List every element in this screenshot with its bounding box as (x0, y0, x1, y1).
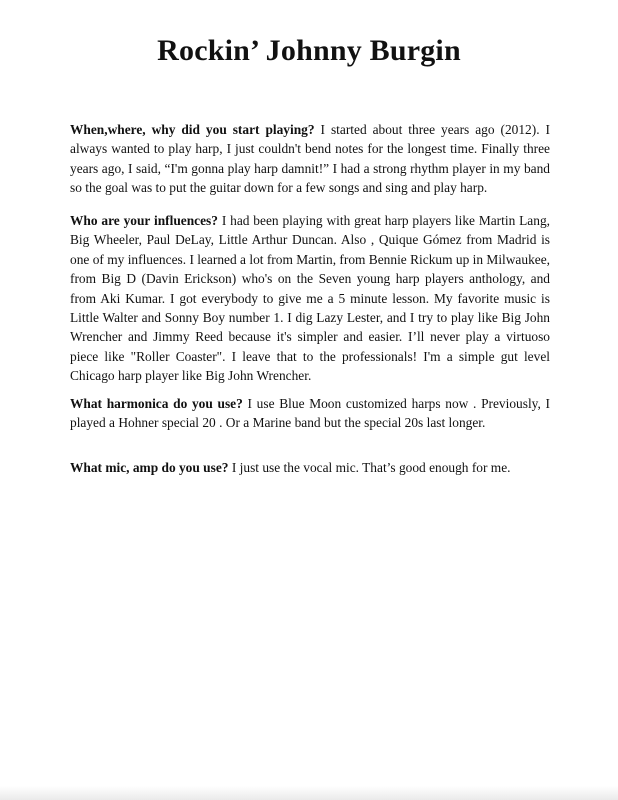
question-label: What mic, amp do you use? (70, 460, 229, 475)
qa-paragraph-start-playing (70, 120, 550, 198)
qa-paragraph-influences (70, 211, 550, 386)
answer-text: I just use the vocal mic. That’s good enough for me. (231, 460, 511, 475)
answer-text: I use Blue Moon customized harps now . Previously, I played a Hohner special 20 . Or a Marine band but the special 20s last longer. (70, 396, 550, 431)
qa-paragraph-harmonica (70, 394, 550, 433)
qa-paragraph-mic-amp (70, 458, 550, 477)
question-label: Who are your influences? (70, 213, 218, 228)
answer-text: I started about three years ago (2012). I always wanted to play harp, I just couldn't bend notes for the longest time. Finally three years ago, I said, “I'm gonna play harp damnit!” I had a strong rhythm player in my band so the goal was to put the guitar down for a few songs and sing and play harp. (70, 122, 550, 196)
page-bottom-shadow (0, 786, 618, 800)
page-title: Rockin’ Johnny Burgin (157, 34, 461, 67)
question-label: When,where, why did you start playing? (70, 122, 315, 137)
question-label: What harmonica do you use? (70, 396, 243, 411)
answer-text: I had been playing with great harp players like Martin Lang, Big Wheeler, Paul DeLay, Little Arthur Duncan. Also , Quique Gómez from Madrid is one of my influences. I learned a lot from Martin, from Bennie Rickum up in Milwaukee, from Big D (Davin Erickson) who's on the Seven young harp players anthology, and from Aki Kumar. I got everybody to give me a 5 minute lesson. My favorite music is Little Walter and Sonny Boy number 1. I dig Lazy Lester, and I try to play like Big John Wrencher and Jimmy Reed because it's simpler and easier. I’ll never play a virtuoso piece like "Roller Coaster". I leave that to the professionals! I'm a simple gut level Chicago harp player like Big John Wrencher. (70, 213, 550, 384)
